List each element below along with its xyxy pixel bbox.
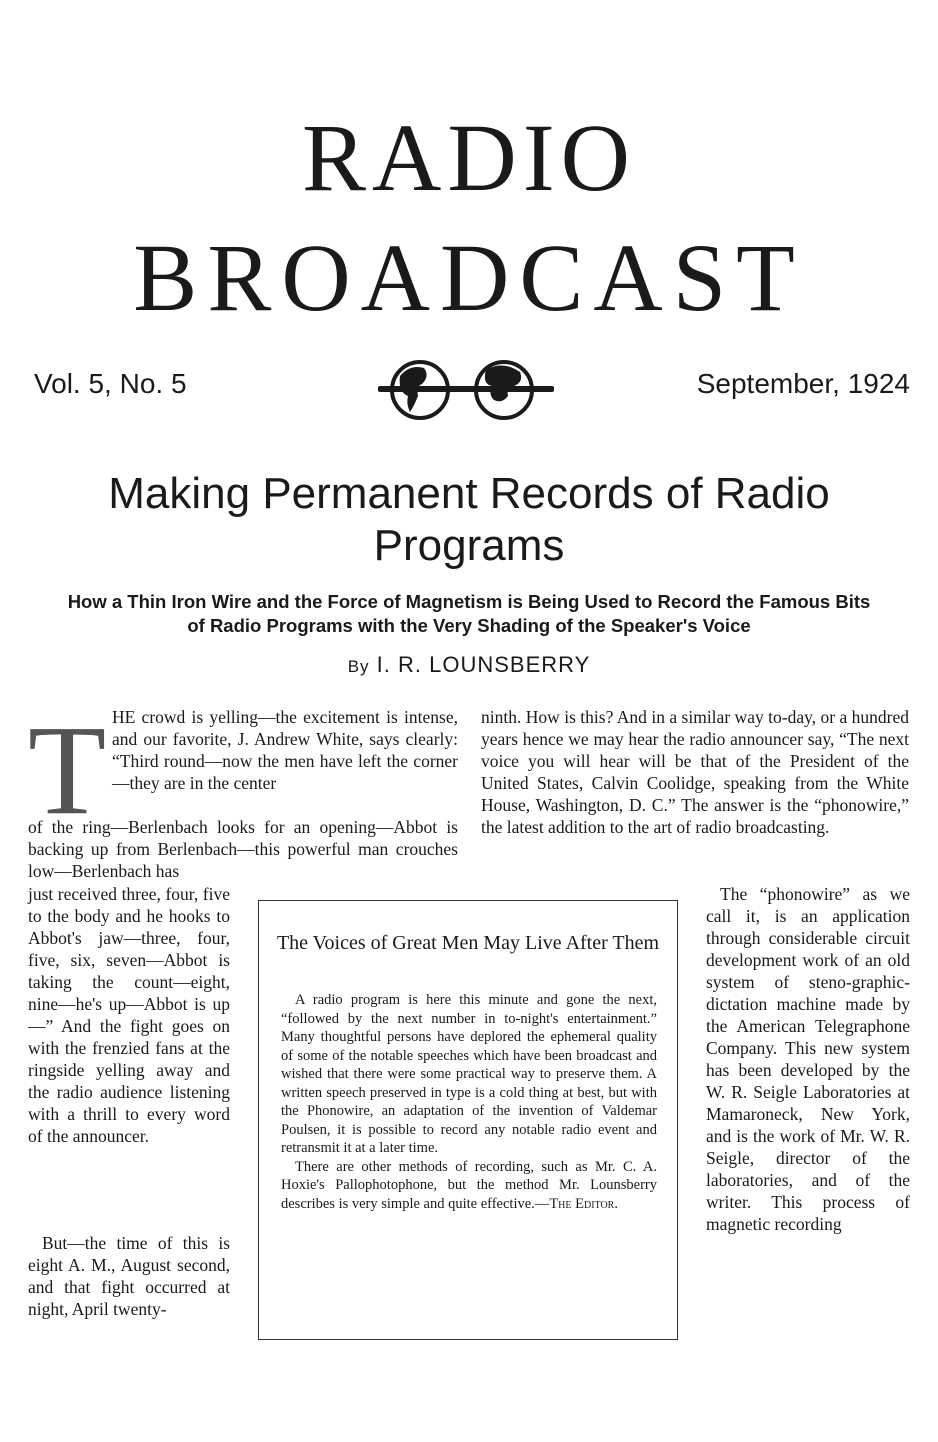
masthead-broadcast: BROADCAST	[133, 224, 805, 331]
right-column-top: ninth. How is this? And in a similar way to-day, or a hundred years hence we may hear the radio announcer say, “The next voice you will hear will be that of the President of the United States, Calvin Coolidge, speaking from the White House, Washington, D. C.” The answer is the “phonowire,” the latest addition to the art of radio broadcasting.	[481, 707, 909, 837]
second-paragraph-text: But—the time of this is eight A. M., August second, and that fight occurred at night, April twenty-	[28, 1233, 230, 1319]
drop-cap: T	[28, 699, 107, 841]
editor-note-paragraph-2-text: There are other methods of recording, such as Mr. C. A. Hoxie's Pallophotophone, but the method Mr. Lounsberry describes is very simple and quite effective.—	[281, 1158, 657, 1212]
lead-paragraph-narrow: just received three, four, five to the body and he hooks to Abbot's jaw—three, four, five, six, seven—Abbot is taking the count—eight, nine—he's up—Abbot is up—” And the fight goes on with the frenzied fans at the ringside yelling away and the radio audience listening with a thrill to every word of the announcer.	[28, 884, 230, 1146]
article-title: Making Permanent Records of Radio Programs	[108, 469, 830, 570]
byline-prefix: By	[347, 657, 370, 676]
editor-note-title: The Voices of Great Men May Live After Them	[276, 932, 660, 954]
right-column-narrow-text: The “phonowire” as we call it, is an application through considerable circuit development work of an old system of steno-graphic-dictation machine made by the American Telegraphone Company. This new system has been developed by the W. R. Seigle Laboratories at Mamaroneck, New York, and is the work of Mr. W. R. Seigle, director of the laboratories, and of the writer. This process of magnetic recording	[706, 884, 910, 1234]
issue-date: September, 1924	[696, 368, 910, 399]
editor-note-box	[258, 900, 678, 1340]
editor-note-body	[281, 991, 657, 1213]
byline	[0, 652, 938, 678]
masthead-radio: RADIO	[302, 104, 636, 211]
editor-note-paragraph-2	[281, 1158, 657, 1214]
lead-paragraph-wide: of the ring—Berlenbach looks for an opening—Abbot is backing up from Berlenbach—this powerful man crouches low—Berlenbach has	[28, 817, 458, 881]
lead-paragraph-opening: HE crowd is yelling—the excitement is intense, and our favorite, J. Andrew White, says clearly: “Third round—now the men have left the corner—they are in the center	[112, 707, 458, 793]
twin-globes-logo-icon	[378, 352, 554, 424]
right-column-narrow	[706, 883, 910, 1235]
editor-signature: The Editor.	[549, 1195, 618, 1212]
volume-number: Vol. 5, No. 5	[34, 368, 187, 399]
second-paragraph	[28, 1232, 230, 1320]
article-subtitle: How a Thin Iron Wire and the Force of Magnetism is Being Used to Record the Famous Bits of Radio Programs with the Very Shading of the Speaker's Voice	[67, 591, 871, 636]
editor-note-paragraph-1: A radio program is here this minute and gone the next, “followed by the next number in to-night's entertainment.” Many thoughtful persons have deplored the ephemeral quality of some of the notable speeches which have been broadcast and wished that there were some practical way to preserve them. A written speech preserved in type is a cold thing at best, but with the Phonowire, an adaptation of the invention of Valdemar Poulsen, it is possible to record any notable radio event and retransmit it at a later time.	[281, 992, 657, 1156]
author-name: I. R. LOUNSBERRY	[376, 652, 591, 677]
